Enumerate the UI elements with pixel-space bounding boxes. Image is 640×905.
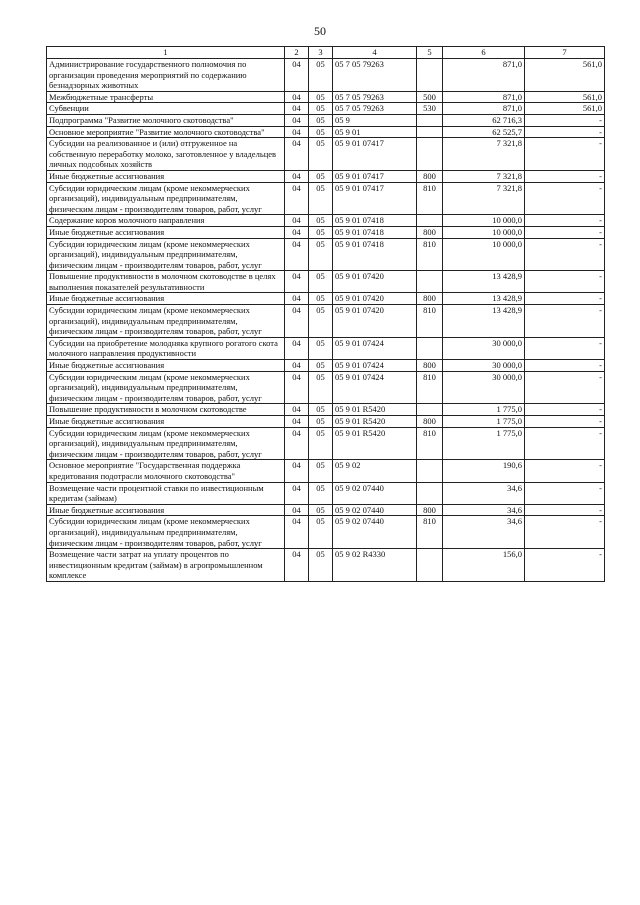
row-amount-2: 561,0 [525,59,605,92]
header-col-7: 7 [525,47,605,59]
row-amount-2: - [525,215,605,227]
row-amount-2: - [525,238,605,271]
table-row [47,293,605,305]
row-section: 04 [285,404,309,416]
row-amount-2: - [525,293,605,305]
row-expense-type [417,59,443,92]
row-section: 04 [285,271,309,293]
row-name: Содержание коров молочного направления [47,215,285,227]
row-amount-2: - [525,460,605,482]
row-amount-2: - [525,305,605,338]
row-expense-type: 800 [417,504,443,516]
row-expense-type [417,271,443,293]
row-amount-1: 10 000,0 [443,226,525,238]
row-expense-type [417,460,443,482]
row-section: 04 [285,549,309,582]
row-name: Администрирование государственного полномочия по организации проведения мероприятий по содержанию безнадзорных животных [47,59,285,92]
row-name: Иные бюджетные ассигнования [47,293,285,305]
row-amount-1: 7 321,8 [443,170,525,182]
row-name: Субсидии юридическим лицам (кроме некоммерческих организаций), индивидуальным предпринимателям, физическим лицам - производителям товаров, работ, услуг [47,182,285,215]
row-section: 04 [285,59,309,92]
row-name: Основное мероприятие "Развитие молочного скотоводства" [47,126,285,138]
row-amount-1: 10 000,0 [443,215,525,227]
row-section: 04 [285,226,309,238]
row-name: Возмещение части затрат на уплату процентов по инвестиционным кредитам (займам) в агропромышленном комплексе [47,549,285,582]
row-expense-type: 810 [417,516,443,549]
row-section: 04 [285,460,309,482]
row-section: 04 [285,91,309,103]
row-name: Субсидии на приобретение молодняка крупного рогатого скота молочного направления продуктивности [47,337,285,359]
row-subsection: 05 [309,226,333,238]
header-col-1: 1 [47,47,285,59]
row-name: Возмещение части процентной ставки по инвестиционным кредитам (займам) [47,482,285,504]
row-expense-type: 810 [417,371,443,404]
table-row [47,337,605,359]
row-amount-1: 871,0 [443,103,525,115]
row-target-code: 05 9 01 07420 [333,305,417,338]
row-name: Субсидии юридическим лицам (кроме некоммерческих организаций), индивидуальным предпринимателям, физическим лицам - производителям товаров, работ, услуг [47,238,285,271]
row-subsection: 05 [309,482,333,504]
row-target-code: 05 9 01 07420 [333,293,417,305]
row-target-code: 05 9 02 07440 [333,482,417,504]
table-row [47,460,605,482]
row-expense-type: 810 [417,305,443,338]
row-amount-1: 30 000,0 [443,337,525,359]
row-name: Иные бюджетные ассигнования [47,226,285,238]
row-expense-type: 800 [417,360,443,372]
row-amount-1: 1 775,0 [443,416,525,428]
table-body [47,59,605,582]
row-subsection: 05 [309,404,333,416]
row-amount-1: 871,0 [443,59,525,92]
table-row [47,549,605,582]
row-target-code: 05 7 05 79263 [333,103,417,115]
row-subsection: 05 [309,170,333,182]
table-row [47,427,605,460]
row-amount-2: - [525,114,605,126]
row-section: 04 [285,482,309,504]
row-amount-2: - [525,182,605,215]
row-amount-2: - [525,416,605,428]
header-col-4: 4 [333,47,417,59]
row-section: 04 [285,215,309,227]
row-amount-1: 34,6 [443,482,525,504]
row-expense-type: 800 [417,226,443,238]
row-target-code: 05 9 02 [333,460,417,482]
row-target-code: 05 9 01 07417 [333,170,417,182]
row-amount-2: 561,0 [525,91,605,103]
row-subsection: 05 [309,238,333,271]
table-row [47,226,605,238]
row-subsection: 05 [309,103,333,115]
row-amount-2: - [525,371,605,404]
row-section: 04 [285,126,309,138]
row-amount-1: 1 775,0 [443,427,525,460]
row-target-code: 05 7 05 79263 [333,59,417,92]
header-col-3: 3 [309,47,333,59]
table-row [47,126,605,138]
row-name: Повышение продуктивности в молочном скотоводстве в целях выполнения показателей результативности [47,271,285,293]
header-col-5: 5 [417,47,443,59]
row-expense-type [417,549,443,582]
row-name: Межбюджетные трансферты [47,91,285,103]
row-subsection: 05 [309,516,333,549]
row-amount-1: 34,6 [443,516,525,549]
row-target-code: 05 9 02 07440 [333,504,417,516]
row-section: 04 [285,103,309,115]
row-name: Иные бюджетные ассигнования [47,504,285,516]
row-amount-2: - [525,271,605,293]
row-amount-1: 871,0 [443,91,525,103]
row-amount-1: 7 321,8 [443,138,525,171]
row-section: 04 [285,504,309,516]
row-amount-2: - [525,427,605,460]
row-name: Субсидии юридическим лицам (кроме некоммерческих организаций), индивидуальным предпринимателям, физическим лицам - производителям товаров, работ, услуг [47,427,285,460]
row-section: 04 [285,238,309,271]
row-subsection: 05 [309,138,333,171]
row-target-code: 05 9 01 07424 [333,360,417,372]
row-section: 04 [285,337,309,359]
row-target-code: 05 9 01 R5420 [333,427,417,460]
row-expense-type [417,215,443,227]
row-name: Подпрограмма "Развитие молочного скотоводства" [47,114,285,126]
row-target-code: 05 9 01 R5420 [333,416,417,428]
row-amount-1: 156,0 [443,549,525,582]
row-subsection: 05 [309,114,333,126]
row-section: 04 [285,138,309,171]
row-expense-type: 530 [417,103,443,115]
row-amount-2: - [525,138,605,171]
row-section: 04 [285,170,309,182]
row-expense-type [417,482,443,504]
row-amount-1: 30 000,0 [443,371,525,404]
row-target-code: 05 9 [333,114,417,126]
row-target-code: 05 9 01 07417 [333,182,417,215]
row-subsection: 05 [309,305,333,338]
row-section: 04 [285,114,309,126]
row-amount-1: 13 428,9 [443,293,525,305]
row-name: Иные бюджетные ассигнования [47,416,285,428]
table-row [47,114,605,126]
table-row [47,360,605,372]
row-name: Субсидии юридическим лицам (кроме некоммерческих организаций), индивидуальным предпринимателям, физическим лицам - производителям товаров, работ, услуг [47,371,285,404]
table-row [47,238,605,271]
row-section: 04 [285,293,309,305]
row-amount-2: - [525,170,605,182]
row-subsection: 05 [309,182,333,215]
table-row [47,516,605,549]
row-subsection: 05 [309,59,333,92]
row-amount-2: - [525,404,605,416]
table-row [47,404,605,416]
row-expense-type: 810 [417,427,443,460]
row-amount-1: 62 716,3 [443,114,525,126]
row-target-code: 05 9 01 07418 [333,215,417,227]
row-subsection: 05 [309,91,333,103]
row-subsection: 05 [309,271,333,293]
row-expense-type [417,404,443,416]
table-row [47,103,605,115]
row-amount-1: 10 000,0 [443,238,525,271]
row-target-code: 05 9 01 07420 [333,271,417,293]
table-row [47,215,605,227]
table-row [47,504,605,516]
row-amount-2: - [525,549,605,582]
row-amount-2: - [525,126,605,138]
row-subsection: 05 [309,549,333,582]
row-expense-type: 500 [417,91,443,103]
row-target-code: 05 9 01 [333,126,417,138]
table-row [47,416,605,428]
table-row [47,271,605,293]
row-name: Иные бюджетные ассигнования [47,360,285,372]
row-amount-1: 13 428,9 [443,271,525,293]
row-amount-2: - [525,516,605,549]
row-section: 04 [285,427,309,460]
row-amount-1: 13 428,9 [443,305,525,338]
row-amount-1: 190,6 [443,460,525,482]
row-section: 04 [285,416,309,428]
row-amount-1: 7 321,8 [443,182,525,215]
row-target-code: 05 9 01 R5420 [333,404,417,416]
table-row [47,91,605,103]
table-row [47,59,605,92]
table-row [47,371,605,404]
row-amount-2: - [525,482,605,504]
row-amount-1: 1 775,0 [443,404,525,416]
row-expense-type [417,138,443,171]
row-target-code: 05 9 01 07417 [333,138,417,171]
row-section: 04 [285,360,309,372]
row-name: Иные бюджетные ассигнования [47,170,285,182]
row-subsection: 05 [309,504,333,516]
row-section: 04 [285,516,309,549]
row-subsection: 05 [309,360,333,372]
row-subsection: 05 [309,416,333,428]
row-expense-type [417,337,443,359]
table-row [47,182,605,215]
row-amount-1: 34,6 [443,504,525,516]
row-name: Субсидии на реализованное и (или) отгруженное на собственную переработку молоко, заготовленное у владельцев личных подсобных хозяйств [47,138,285,171]
row-target-code: 05 9 02 07440 [333,516,417,549]
row-amount-2: - [525,337,605,359]
header-row [47,47,605,59]
row-target-code: 05 9 01 07424 [333,337,417,359]
row-subsection: 05 [309,460,333,482]
row-amount-1: 30 000,0 [443,360,525,372]
row-subsection: 05 [309,126,333,138]
row-amount-2: - [525,360,605,372]
row-name: Повышение продуктивности в молочном скотоводстве [47,404,285,416]
row-name: Субсидии юридическим лицам (кроме некоммерческих организаций), индивидуальным предпринимателям, физическим лицам - производителям товаров, работ, услуг [47,305,285,338]
row-amount-2: 561,0 [525,103,605,115]
row-target-code: 05 9 02 R4330 [333,549,417,582]
header-col-6: 6 [443,47,525,59]
row-target-code: 05 9 01 07418 [333,238,417,271]
table-row [47,482,605,504]
row-subsection: 05 [309,215,333,227]
row-name: Субсидии юридическим лицам (кроме некоммерческих организаций), индивидуальным предпринимателям, физическим лицам - производителям товаров, работ, услуг [47,516,285,549]
row-expense-type: 810 [417,238,443,271]
row-expense-type: 800 [417,170,443,182]
budget-table [46,46,605,582]
row-expense-type [417,114,443,126]
row-section: 04 [285,371,309,404]
row-expense-type: 800 [417,293,443,305]
table-row [47,170,605,182]
row-amount-2: - [525,504,605,516]
row-amount-1: 62 525,7 [443,126,525,138]
row-name: Субвенции [47,103,285,115]
row-target-code: 05 9 01 07418 [333,226,417,238]
table-row [47,305,605,338]
row-target-code: 05 9 01 07424 [333,371,417,404]
row-expense-type [417,126,443,138]
row-expense-type: 800 [417,416,443,428]
table-row [47,138,605,171]
row-subsection: 05 [309,337,333,359]
row-section: 04 [285,182,309,215]
row-subsection: 05 [309,293,333,305]
row-amount-2: - [525,226,605,238]
header-col-2: 2 [285,47,309,59]
row-subsection: 05 [309,371,333,404]
row-target-code: 05 7 05 79263 [333,91,417,103]
row-expense-type: 810 [417,182,443,215]
row-section: 04 [285,305,309,338]
page-number: 50 [314,24,326,38]
row-subsection: 05 [309,427,333,460]
row-name: Основное мероприятие "Государственная поддержка кредитования подотрасли молочного скотоводства" [47,460,285,482]
